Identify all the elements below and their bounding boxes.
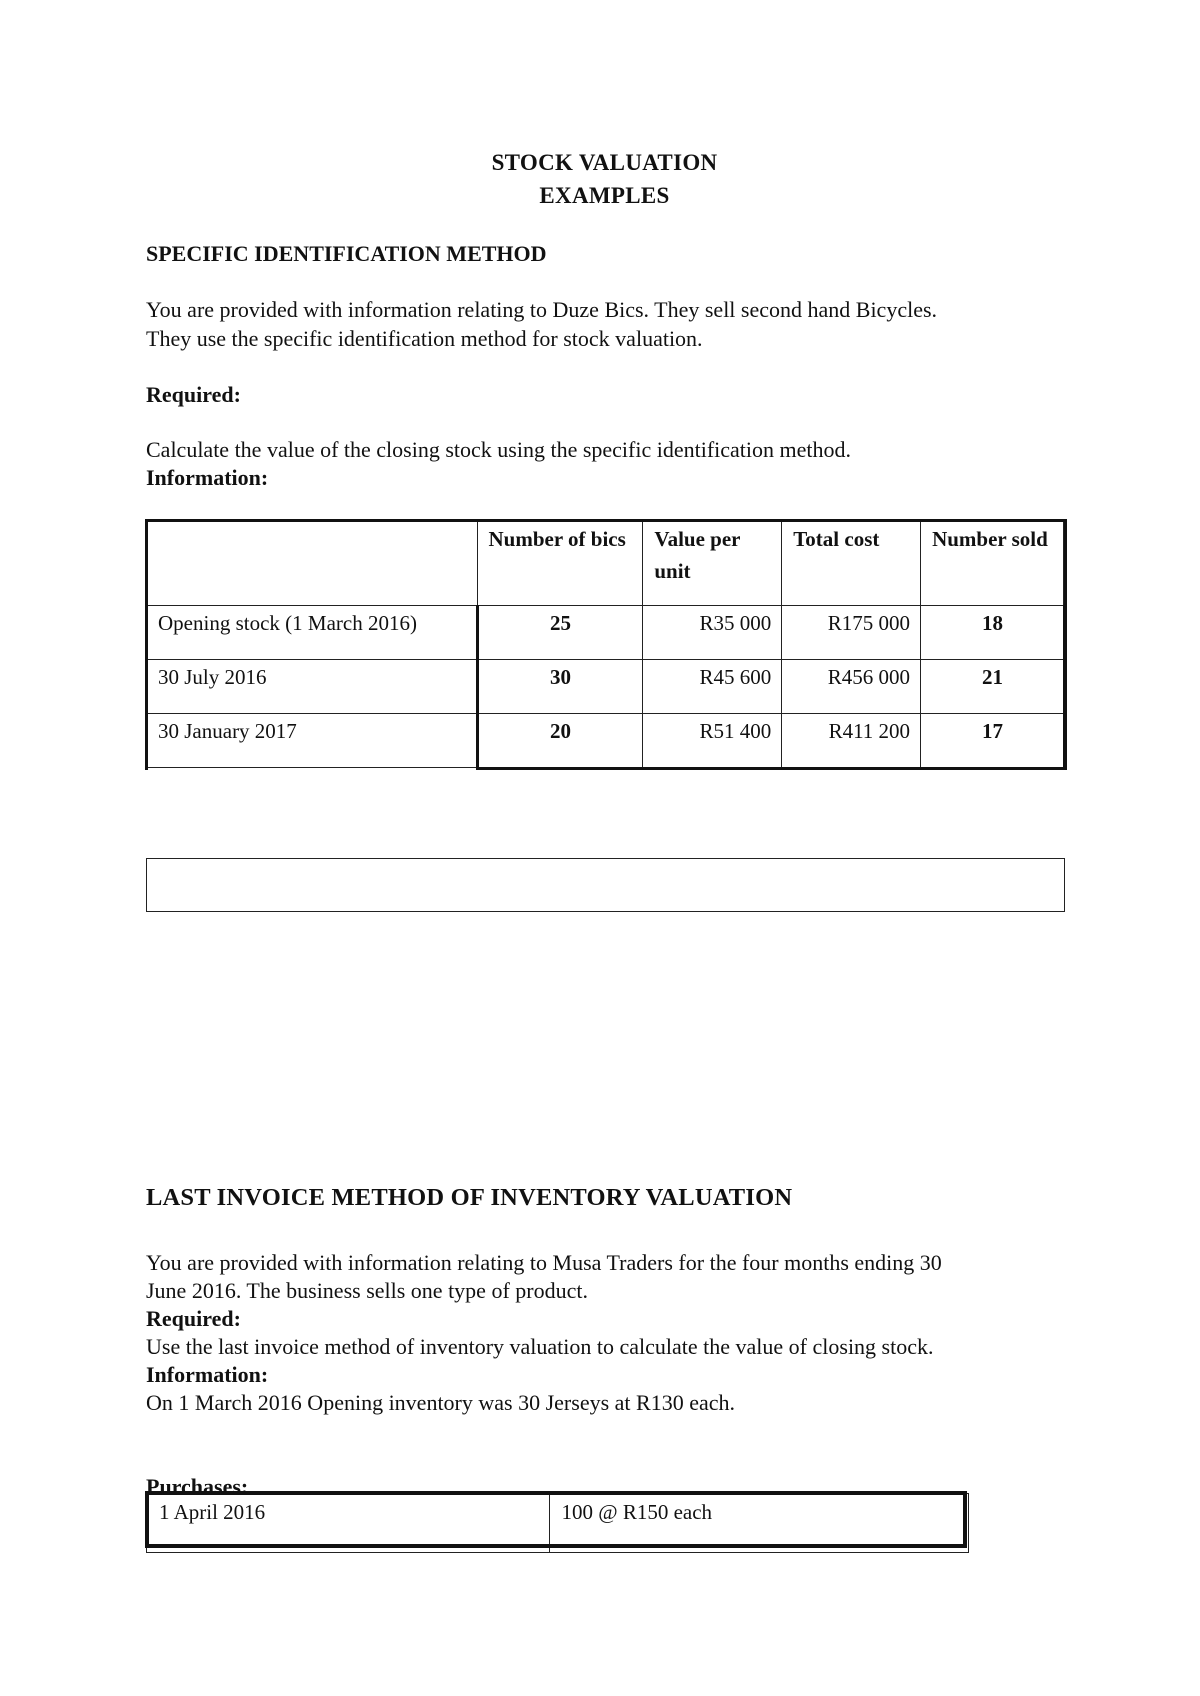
table-cell-unit-value: R51 400: [643, 714, 782, 768]
page-subtitle: EXAMPLES: [539, 183, 670, 208]
table-cell-sold: 21: [921, 660, 1064, 714]
section1-intro-line2: They use the specific identification method for stock valuation.: [146, 326, 703, 351]
stock-info-table: [146, 519, 1064, 768]
table-cell-sold: 17: [921, 714, 1064, 768]
table-header-cell: Number sold: [921, 520, 1064, 606]
table-cell-label: Opening stock (1 March 2016): [147, 606, 478, 660]
table-cell-label: 30 January 2017: [147, 714, 478, 768]
section2-intro-line1: You are provided with information relating to Musa Traders for the four months ending 30: [146, 1250, 942, 1275]
section2-information-text: On 1 March 2016 Opening inventory was 30 Jerseys at R130 each.: [146, 1390, 735, 1415]
table-cell-unit-value: R45 600: [643, 660, 782, 714]
section1-required-label: Required:: [146, 382, 241, 407]
table-cell-quantity: 30: [477, 660, 643, 714]
section2-heading: LAST INVOICE METHOD OF INVENTORY VALUATION: [146, 1184, 793, 1211]
section2-intro-line2: June 2016. The business sells one type of product.: [146, 1278, 588, 1303]
section2-required-text: Use the last invoice method of inventory valuation to calculate the value of closing stock.: [146, 1334, 934, 1359]
section1-required-text: Calculate the value of the closing stock using the specific identification method.: [146, 437, 852, 462]
section1-intro-line1: You are provided with information relating to Duze Bics. They sell second hand Bicycles.: [146, 297, 938, 322]
purchase-detail-cell: 100 @ R150 each: [549, 1494, 969, 1553]
section1-heading: SPECIFIC IDENTIFICATION METHOD: [146, 241, 547, 266]
table-header-cell: [147, 520, 478, 606]
table-cell-label: 30 July 2016: [147, 660, 478, 714]
page-title: STOCK VALUATION: [491, 150, 718, 175]
table-cell-total-cost: R411 200: [782, 714, 921, 768]
purchases-label: Purchases:: [146, 1474, 249, 1499]
answer-box[interactable]: [146, 858, 1065, 912]
table-cell-unit-value: R35 000: [643, 606, 782, 660]
table-row: [147, 714, 1064, 768]
table-header-row: [147, 520, 1064, 606]
table-header-cell: Number of bics: [477, 520, 643, 606]
purchase-date-cell: 1 April 2016: [147, 1494, 550, 1553]
table-header-cell: Value per unit: [643, 520, 782, 606]
table-header-cell: Total cost: [782, 520, 921, 606]
table-row: [147, 606, 1064, 660]
purchases-table: [146, 1493, 969, 1553]
table-cell-total-cost: R175 000: [782, 606, 921, 660]
table-cell-quantity: 25: [477, 606, 643, 660]
table-row: [147, 1494, 969, 1553]
section1-information-label: Information:: [146, 465, 269, 490]
table-cell-quantity: 20: [477, 714, 643, 768]
section2-information-label: Information:: [146, 1362, 269, 1387]
table-row: [147, 660, 1064, 714]
table-cell-sold: 18: [921, 606, 1064, 660]
section2-required-label: Required:: [146, 1306, 241, 1331]
table-cell-total-cost: R456 000: [782, 660, 921, 714]
